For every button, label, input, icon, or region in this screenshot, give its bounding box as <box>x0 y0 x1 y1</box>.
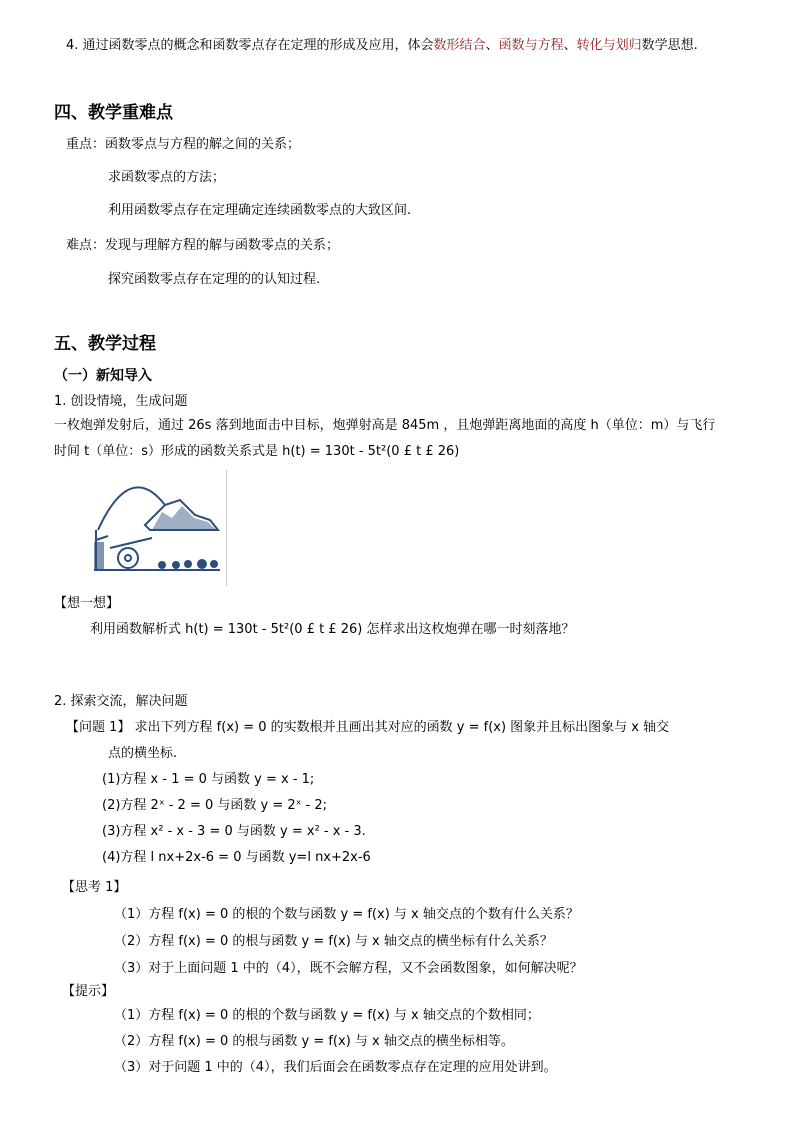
think-1-item-1: （1）方程 f(x) = 0 的根的个数与函数 y = f(x) 与 x 轴交点的个数有什么关系？ <box>114 907 579 922</box>
hint-item-3: （3）对于问题 1 中的（4），我们后面会在函数零点存在定理的应用处讲到。 <box>114 1060 557 1075</box>
objective-4-suffix: 数学思想. <box>641 38 698 53</box>
think-1-item-2: （2）方程 f(x) = 0 的根与函数 y = f(x) 与 x 轴交点的横坐标有什么关系？ <box>114 934 553 949</box>
separator-1: 、 <box>485 38 499 53</box>
key-item-3: 利用函数零点存在定理确定连续函数零点的大致区间. <box>108 203 412 218</box>
question-1-item-3: (3)方程 x² - x - 3 = 0 与函数 y = x² - x - 3. <box>102 824 366 839</box>
question-1-line-1: 【问题 1】 求出下列方程 f(x) = 0 的实数根并且画出其对应的函数 y = f(x) 图象并且标出图象与 x 轴交 <box>66 720 670 735</box>
objective-4-text: 4. 通过函数零点的概念和函数零点存在定理的形成及应用，体会 <box>66 38 434 53</box>
section-4-title: 四、教学重难点 <box>54 103 173 123</box>
think-label: 【想一想】 <box>54 596 120 611</box>
cannon-drawing <box>90 470 226 586</box>
difficulty-item-2: 探究函数零点存在定理的的认知过程. <box>108 272 321 287</box>
think-1-label: 【思考 1】 <box>62 880 127 895</box>
think-text: 利用函数解析式 h(t) = 130t - 5t²(0 £ t £ 26) 怎样求出这枚炮弹在哪一时刻落地？ <box>90 622 575 637</box>
highlight-3: 转化与划归 <box>576 38 642 53</box>
question-1-item-1: (1)方程 x - 1 = 0 与函数 y = x - 1; <box>102 772 315 787</box>
step-1-title: 1. 创设情境，生成问题 <box>54 394 188 409</box>
question-1-item-2: (2)方程 2ˣ - 2 = 0 与函数 y = 2ˣ - 2; <box>102 798 328 813</box>
hint-item-2: （2）方程 f(x) = 0 的根与函数 y = f(x) 与 x 轴交点的横坐标相等。 <box>114 1034 514 1049</box>
hint-label: 【提示】 <box>62 984 115 999</box>
difficulty-item-1: 发现与理解方程的解与函数零点的关系； <box>105 238 340 253</box>
question-1-item-4: (4)方程 l nx+2x-6 = 0 与函数 y=l nx+2x-6 <box>102 850 371 865</box>
separator-2: 、 <box>563 38 577 53</box>
key-label: 重点： <box>66 137 106 152</box>
question-1-line-2: 点的横坐标. <box>108 746 178 761</box>
difficulty-label: 难点： <box>66 238 106 253</box>
highlight-1: 数形结合 <box>433 38 486 53</box>
key-item-1: 函数零点与方程的解之间的关系； <box>105 137 301 152</box>
key-item-2: 求函数零点的方法； <box>108 170 226 185</box>
cannon-illustration <box>90 470 227 586</box>
problem-paragraph-line-2: 时间 t（单位：s）形成的函数关系式是 h(t) = 130t - 5t²(0 £ t £ 26) <box>54 444 460 459</box>
problem-paragraph-line-1: 一枚炮弹发射后，通过 26s 落到地面击中目标，炮弹射高是 845m ，且炮弹距离地面的高度 h（单位：m）与飞行 <box>54 418 716 433</box>
section-5-title: 五、教学过程 <box>54 334 156 354</box>
think-1-item-3: （3）对于上面问题 1 中的（4），既不会解方程，又不会函数图象，如何解决呢？ <box>114 961 583 976</box>
key-points-row <box>66 135 300 155</box>
highlight-2: 函数与方程 <box>498 38 564 53</box>
difficulty-row <box>66 236 339 256</box>
objective-4 <box>66 36 698 56</box>
step-2-title: 2. 探索交流，解决问题 <box>54 694 188 709</box>
subsection-1-title: （一）新知导入 <box>54 368 152 384</box>
hint-item-1: （1）方程 f(x) = 0 的根的个数与函数 y = f(x) 与 x 轴交点的个数相同； <box>114 1008 540 1023</box>
